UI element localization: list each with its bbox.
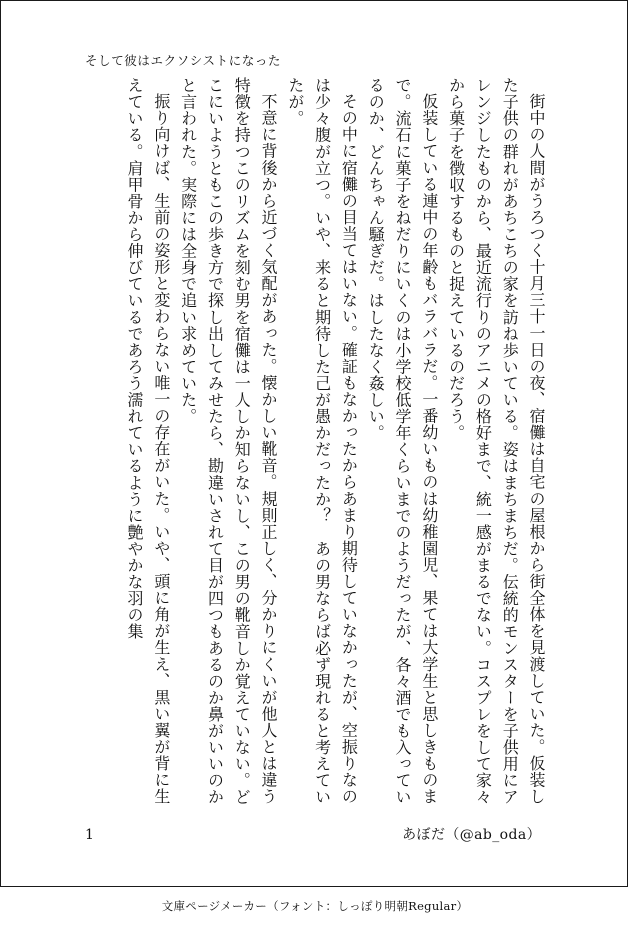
body-text bbox=[79, 77, 549, 807]
generator-credit: 文庫ページメーカー（フォント：しっぽり明朝Regular） bbox=[161, 899, 469, 913]
book-title: そして彼はエクソシストになった bbox=[85, 53, 282, 68]
paragraph: 振り向けば、生前の姿形と変わらない唯一の存在がいた。いや、頭に角が生え、黒い翼が背に生えている。肩甲骨から伸びているであろう濡れているように艶やかな羽の集 bbox=[125, 77, 171, 805]
paragraph: その中に宿儺の目当てはいない。確証もなかったからあまり期待していなかったが、空振りなのは少々腹が立つ。いや、来ると期待した己が愚かだったか？ あの男ならば必ず現れると考えていたが。 bbox=[285, 77, 359, 806]
page-number: 1 bbox=[85, 827, 94, 843]
author-credit: あぼだ（@ab_oda） bbox=[402, 827, 541, 843]
paragraph: 仮装している連中の年齢もバラバラだ。一番幼いものは幼稚園児、果ては大学生と思しきものまで。流石に菓子をねだりにいくのは小学校低学年くらいまでのようだったが、各々酒でも入っているのか、どんちゃん騒ぎだ。はしたなく姦しい。 bbox=[366, 77, 439, 806]
paragraph: 不意に背後から近づく気配があった。懐かしい靴音。規則正しく、分かりにくいが他人とは違う特徴を持つこのリズムを刻む男を宿儺は一人しか知らないし、この男の靴音しか覚えていない。どこにいようともこの歩き方で探し出してみせたら、勘違いされて目が四つもあるのか鼻がいいのかと言われた。実際には全身で追い求めていた。 bbox=[178, 77, 279, 806]
paragraph: 街中の人間がうろつく十月三十一日の夜、宿儺は自宅の屋根から街全体を見渡していた。仮装した子供の群れがあちこちの家を訪ね歩いている。姿はまちまちだ。伝統的モンスターを子供用にアレンジしたものから、最近流行りのアニメの格好まで、統一感がまるでない。コスプレをして家々から菓子を徴収するものと捉えているのだろう。 bbox=[446, 77, 546, 806]
